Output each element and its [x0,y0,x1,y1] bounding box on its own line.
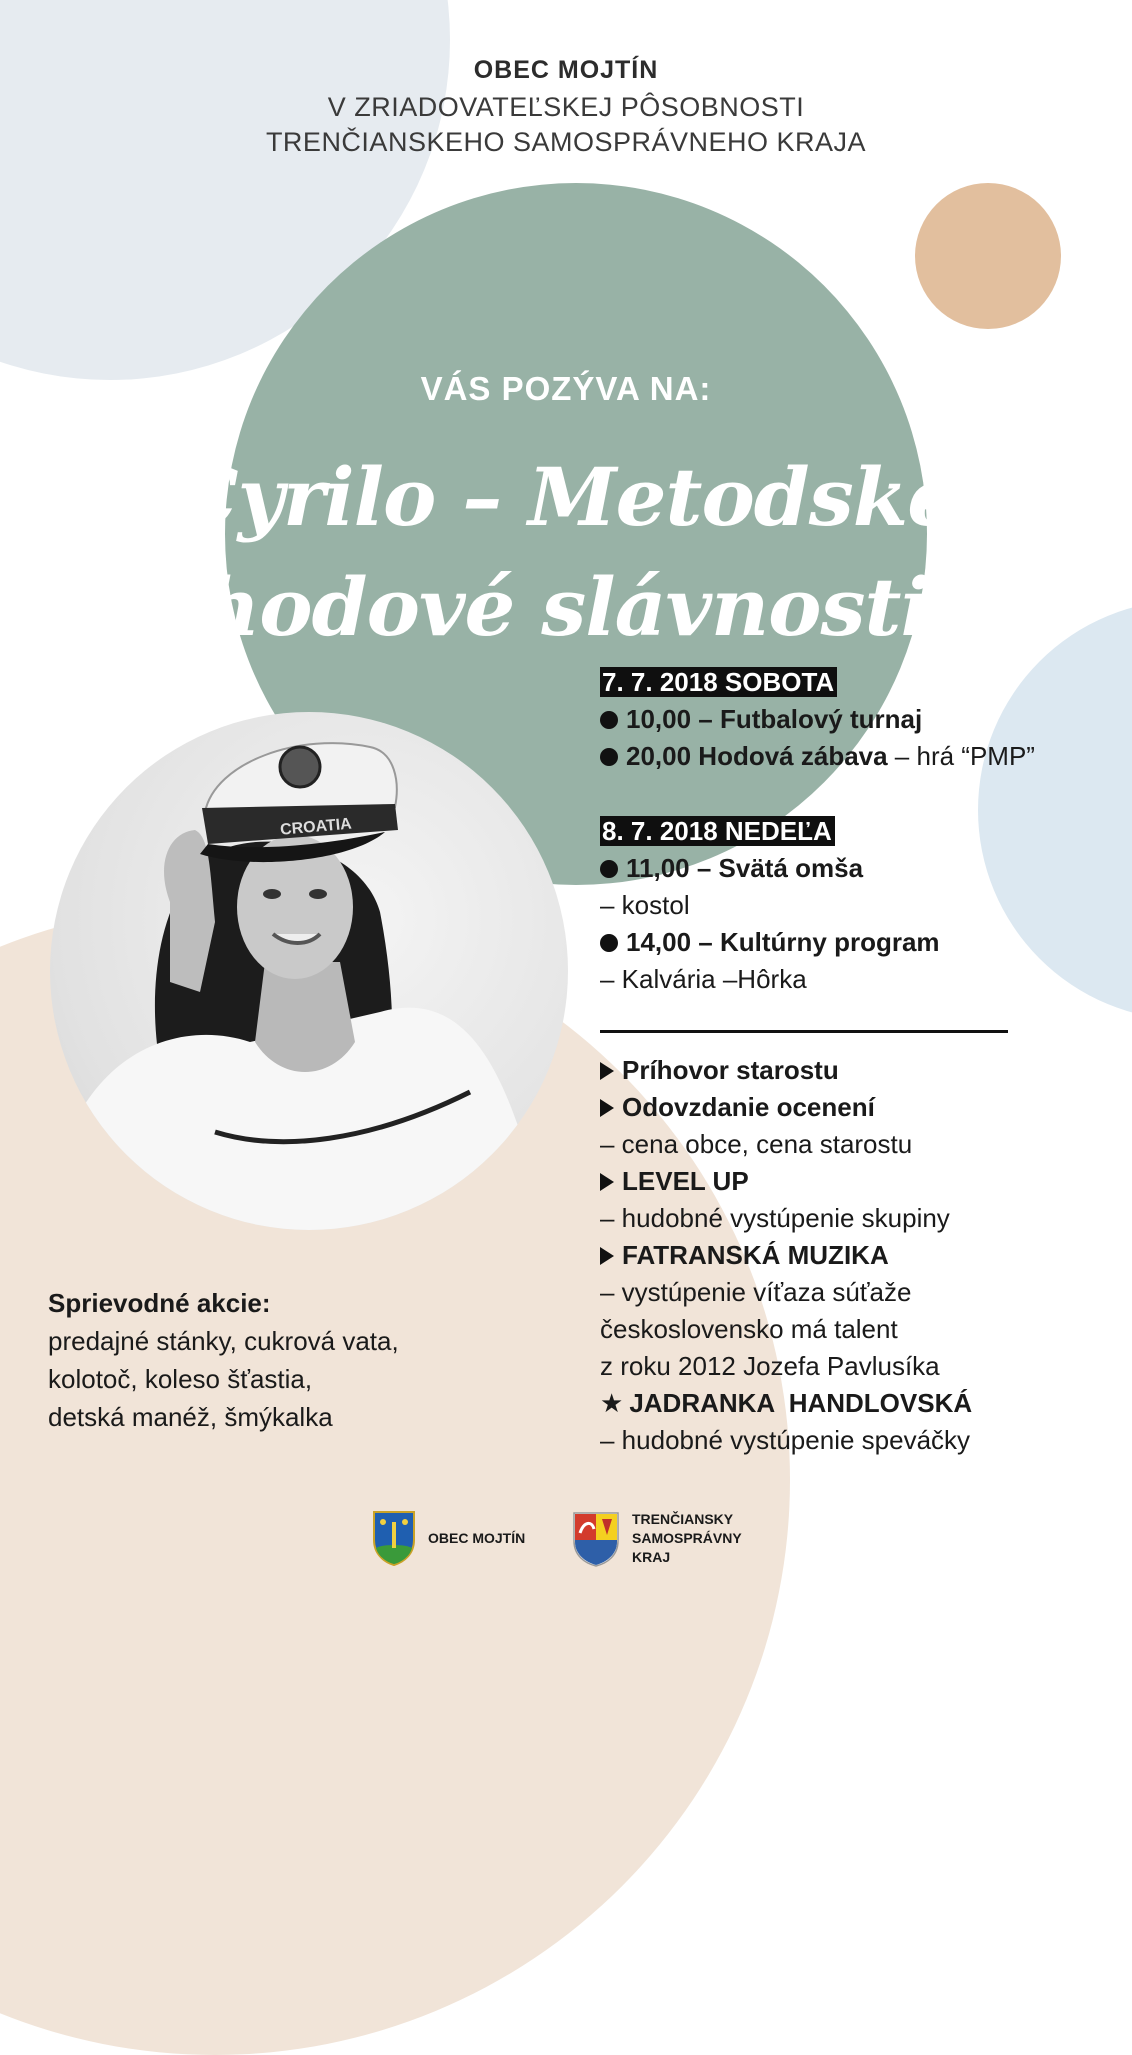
header-line-3: TRENČIANSKEHO SAMOSPRÁVNEHO KRAJA [265,127,867,157]
day-1-item: 20,00 Hodová zábava – hrá “PMP” [600,738,1120,775]
side-events [48,1284,399,1436]
program-item: LEVEL UP [600,1163,1120,1200]
footer-logo-tsk [572,1510,742,1567]
side-events-heading: Sprievodné akcie: [48,1288,271,1318]
footer-logo-mojtin [372,1510,525,1566]
triangle-icon [600,1099,614,1117]
day-2-item: 11,00 – Svätá omša [600,850,1120,887]
header-line-2: V ZRIADOVATEĽSKEJ PÔSOBNOSTI [327,92,805,122]
star-icon: ★ [600,1388,624,1418]
triangle-icon [600,1247,614,1265]
cap-text: CROATIA [279,815,353,839]
event-title-line-2: hodové slávnosti [202,560,930,654]
program-item: Príhovor starostu [600,1052,1120,1089]
side-events-line: predajné stánky, cukrová vata, [48,1326,399,1356]
day-1-item: 10,00 – Futbalový turnaj [600,701,1120,738]
program-day-2 [600,813,1120,998]
day-2-item-sub: – kostol [600,890,690,920]
footer-right-label: TRENČIANSKY SAMOSPRÁVNY KRAJ [632,1511,742,1565]
program-list [600,1052,1120,1459]
singer-illustration [50,712,568,1230]
bullet-icon [600,860,618,878]
decor-circle-tan [915,183,1061,329]
event-title-line-1: Cyrilo – Metodské [174,450,958,544]
day-2-label: 8. 7. 2018 NEDEĽA [600,816,835,846]
bullet-icon [600,748,618,766]
program-day-1 [600,664,1120,775]
header-organizer: OBEC MOJTÍN [473,56,659,84]
program-item-sub: – hudobné vystúpenie skupiny [600,1203,950,1233]
tsk-coat-of-arms-icon [572,1511,620,1567]
program-item-sub: – vystúpenie víťaza súťaže [600,1277,912,1307]
program-item-sub: československo má talent [600,1314,898,1344]
day-1-label: 7. 7. 2018 SOBOTA [600,667,837,697]
day-2-item-sub: – Kalvária –Hôrka [600,964,807,994]
invite-heading: VÁS POZÝVA NA: [420,370,712,407]
bullet-icon [600,711,618,729]
program-item-sub: z roku 2012 Jozefa Pavlusíka [600,1351,940,1381]
day-2-item: 14,00 – Kultúrny program [600,924,1120,961]
side-events-line: detská manéž, šmýkalka [48,1402,333,1432]
side-events-line: kolotoč, koleso šťastia, [48,1364,313,1394]
program-item-sub: – cena obce, cena starostu [600,1129,913,1159]
program-item: ★ JADRANKA HANDLOVSKÁ [600,1388,973,1418]
program-item: FATRANSKÁ MUZIKA [600,1237,1120,1274]
mojtin-coat-of-arms-icon [372,1510,416,1566]
singer-photo [50,712,568,1230]
divider [600,1030,1008,1033]
triangle-icon [600,1062,614,1080]
triangle-icon [600,1173,614,1191]
program-item: Odovzdanie ocenení [600,1089,1120,1126]
program-item-sub: – hudobné vystúpenie speváčky [600,1425,971,1455]
footer-left-label: OBEC MOJTÍN [428,1529,526,1546]
bullet-icon [600,934,618,952]
